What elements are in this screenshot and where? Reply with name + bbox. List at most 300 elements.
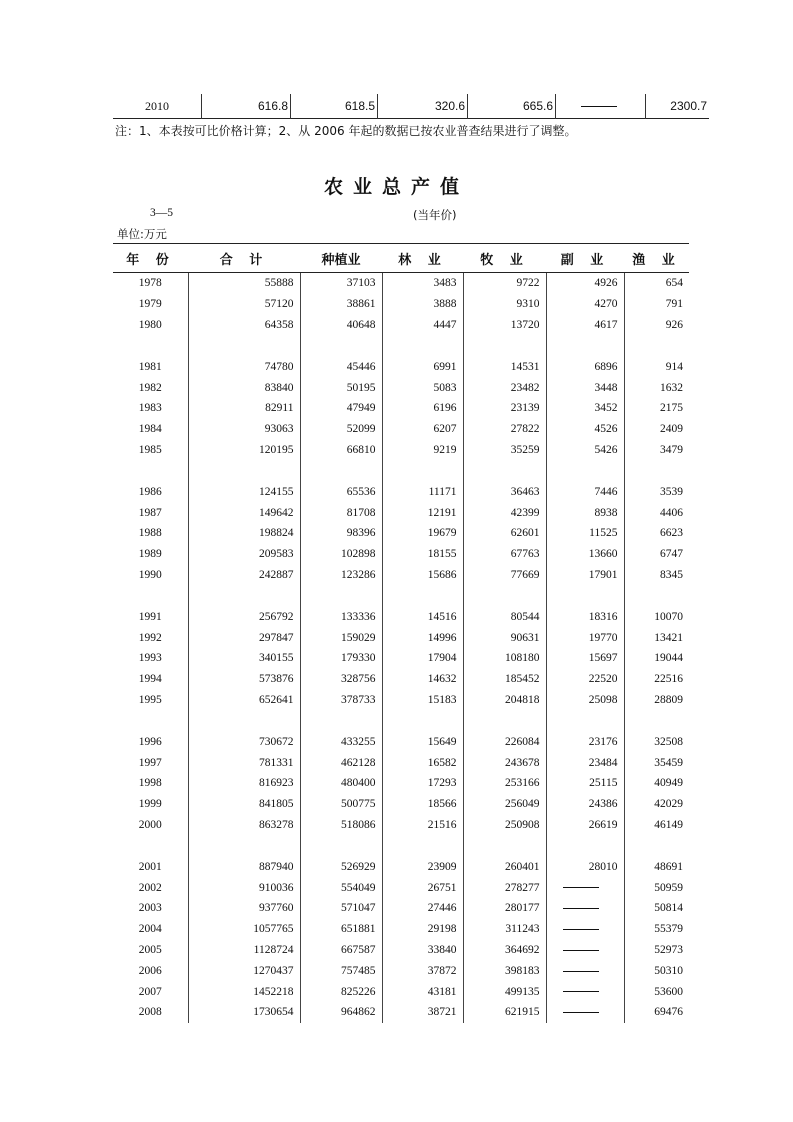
value-cell: 320.6 [378,94,468,119]
forestry-cell: 3888 [382,294,463,315]
year-cell: 1999 [138,798,162,811]
forestry-cell: 11171 [382,481,463,502]
year-cell: 2003 [138,902,162,915]
total-cell: 863278 [188,815,300,836]
dash-mark [563,950,599,951]
table-row [113,815,689,836]
empty-cell [546,460,624,481]
forestry-cell: 19679 [382,523,463,544]
forestry-cell: 18155 [382,544,463,565]
fishery-cell: 8345 [624,565,689,586]
value-cell: 2300.7 [646,94,710,119]
livestock-cell: 9310 [463,294,546,315]
sideline-cell: 15697 [546,648,624,669]
crop-cell: 757485 [300,960,382,981]
forestry-cell: 43181 [382,981,463,1002]
table-note: 注：1、本表按可比价格计算；2、从 2006 年起的数据已按农业普查结果进行了调整。 [115,124,577,138]
empty-cell [546,585,624,606]
header-row [113,244,689,273]
total-cell: 781331 [188,752,300,773]
previous-table-last-row [113,94,709,119]
empty-cell [624,335,689,356]
total-cell: 340155 [188,648,300,669]
total-cell: 55888 [188,273,300,294]
unit-label: 单位:万元 [117,227,167,241]
forestry-cell: 27446 [382,898,463,919]
total-cell: 1452218 [188,981,300,1002]
crop-cell: 47949 [300,398,382,419]
livestock-cell: 243678 [463,752,546,773]
year-cell: 1990 [138,568,162,581]
year-cell: 1984 [138,423,162,436]
forestry-cell: 37872 [382,960,463,981]
fishery-cell: 13421 [624,627,689,648]
year-cell: 1979 [138,298,162,311]
sideline-cell: 4526 [546,419,624,440]
table-row [113,565,689,586]
forestry-cell: 17293 [382,773,463,794]
sideline-cell: 25115 [546,773,624,794]
header-year: 年 份 [113,244,188,273]
table-row [113,398,689,419]
total-cell: 83840 [188,377,300,398]
year-cell: 2008 [138,1006,162,1019]
sideline-cell: 22520 [546,669,624,690]
sideline-cell [546,960,624,981]
empty-cell [382,835,463,856]
forestry-cell: 14516 [382,606,463,627]
empty-cell [624,835,689,856]
empty-cell [382,460,463,481]
crop-cell: 526929 [300,856,382,877]
fishery-cell: 40949 [624,773,689,794]
empty-cell [382,335,463,356]
total-cell: 124155 [188,481,300,502]
livestock-cell: 364692 [463,940,546,961]
forestry-cell: 21516 [382,815,463,836]
year-cell: 1995 [138,693,162,706]
year-cell: 2005 [138,943,162,956]
sideline-cell: 28010 [546,856,624,877]
fishery-cell: 55379 [624,919,689,940]
livestock-cell: 260401 [463,856,546,877]
total-cell: 816923 [188,773,300,794]
livestock-cell: 280177 [463,898,546,919]
value-cell: 616.8 [202,94,291,119]
table-row [113,523,689,544]
spacer-row [113,835,689,856]
forestry-cell: 4447 [382,315,463,336]
table-row [113,648,689,669]
forestry-cell: 38721 [382,1002,463,1023]
total-cell: 1730654 [188,1002,300,1023]
sideline-cell [546,898,624,919]
header-fishery: 渔 业 [624,244,689,273]
fishery-cell: 46149 [624,815,689,836]
total-cell: 841805 [188,794,300,815]
crop-cell: 159029 [300,627,382,648]
sideline-cell: 11525 [546,523,624,544]
forestry-cell: 15649 [382,731,463,752]
empty-cell [546,710,624,731]
livestock-cell: 621915 [463,1002,546,1023]
empty-cell [463,835,546,856]
sideline-cell [546,877,624,898]
dash-mark [581,106,617,107]
livestock-cell: 398183 [463,960,546,981]
sideline-cell [546,940,624,961]
livestock-cell: 278277 [463,877,546,898]
year-cell: 1985 [138,443,162,456]
year-cell: 1981 [138,360,162,373]
year-cell: 1986 [138,485,162,498]
sideline-cell: 19770 [546,627,624,648]
fishery-cell: 19044 [624,648,689,669]
forestry-cell: 14632 [382,669,463,690]
year-cell: 2010 [145,98,169,113]
empty-cell [113,335,188,356]
livestock-cell: 23482 [463,377,546,398]
year-cell: 1998 [138,777,162,790]
sideline-cell: 4270 [546,294,624,315]
fishery-cell: 2409 [624,419,689,440]
table-row [113,731,689,752]
empty-cell [113,460,188,481]
total-cell: 82911 [188,398,300,419]
livestock-cell: 185452 [463,669,546,690]
sideline-cell [546,981,624,1002]
livestock-cell: 23139 [463,398,546,419]
crop-cell: 38861 [300,294,382,315]
table-row [113,877,689,898]
table-row [113,377,689,398]
forestry-cell: 5083 [382,377,463,398]
total-cell: 198824 [188,523,300,544]
sideline-cell: 25098 [546,690,624,711]
fishery-cell: 69476 [624,1002,689,1023]
table-row [113,315,689,336]
table-row [113,627,689,648]
fishery-cell: 35459 [624,752,689,773]
crop-cell: 480400 [300,773,382,794]
value-cell: 665.6 [468,94,556,119]
fishery-cell: 654 [624,273,689,294]
dash-mark [563,887,599,888]
crop-cell: 554049 [300,877,382,898]
livestock-cell: 108180 [463,648,546,669]
empty-cell [382,710,463,731]
empty-cell [300,835,382,856]
price-basis: (当年价) [413,208,457,222]
forestry-cell: 6196 [382,398,463,419]
empty-cell [624,460,689,481]
livestock-cell: 35259 [463,440,546,461]
spacer-row [113,460,689,481]
table-row [113,481,689,502]
livestock-cell: 27822 [463,419,546,440]
livestock-cell: 250908 [463,815,546,836]
table-row [113,440,689,461]
total-cell: 937760 [188,898,300,919]
table-row [113,606,689,627]
table-row [113,669,689,690]
total-cell: 1057765 [188,919,300,940]
forestry-cell: 12191 [382,502,463,523]
table-row [113,794,689,815]
crop-cell: 667587 [300,940,382,961]
sideline-cell: 17901 [546,565,624,586]
forestry-cell: 14996 [382,627,463,648]
year-cell: 1993 [138,652,162,665]
crop-cell: 81708 [300,502,382,523]
total-cell: 256792 [188,606,300,627]
empty-cell [188,460,300,481]
sideline-cell: 8938 [546,502,624,523]
fishery-cell: 914 [624,356,689,377]
dash-mark [563,929,599,930]
header-total: 合 计 [188,244,300,273]
empty-cell [113,710,188,731]
year-cell: 1989 [138,548,162,561]
fishery-cell: 50814 [624,898,689,919]
forestry-cell: 3483 [382,273,463,294]
total-cell: 209583 [188,544,300,565]
fishery-cell: 3479 [624,440,689,461]
year-cell: 1994 [138,673,162,686]
empty-cell [300,335,382,356]
fishery-cell: 791 [624,294,689,315]
sideline-cell: 5426 [546,440,624,461]
crop-cell: 433255 [300,731,382,752]
forestry-cell: 9219 [382,440,463,461]
livestock-cell: 67763 [463,544,546,565]
empty-cell [113,585,188,606]
table-row [113,752,689,773]
livestock-cell: 42399 [463,502,546,523]
empty-cell [300,710,382,731]
spacer-row [113,585,689,606]
header-livestock: 牧 业 [463,244,546,273]
year-cell: 1983 [138,402,162,415]
total-cell: 120195 [188,440,300,461]
table-row [113,690,689,711]
value-cell: 618.5 [291,94,378,119]
forestry-cell: 18566 [382,794,463,815]
fishery-cell: 4406 [624,502,689,523]
crop-cell: 98396 [300,523,382,544]
table-row [113,544,689,565]
crop-cell: 500775 [300,794,382,815]
crop-cell: 123286 [300,565,382,586]
livestock-cell: 80544 [463,606,546,627]
year-cell: 2002 [138,881,162,894]
total-cell: 1128724 [188,940,300,961]
total-cell: 887940 [188,856,300,877]
empty-cell [113,835,188,856]
empty-cell [188,710,300,731]
forestry-cell: 16582 [382,752,463,773]
table-row [113,502,689,523]
livestock-cell: 9722 [463,273,546,294]
crop-cell: 40648 [300,315,382,336]
table-body [113,273,689,1023]
crop-cell: 66810 [300,440,382,461]
fishery-cell: 22516 [624,669,689,690]
year-cell: 1991 [138,610,162,623]
empty-cell [300,460,382,481]
dash-mark [563,991,599,992]
total-cell: 652641 [188,690,300,711]
empty-cell [463,460,546,481]
total-cell: 57120 [188,294,300,315]
livestock-cell: 36463 [463,481,546,502]
crop-cell: 825226 [300,981,382,1002]
forestry-cell: 6991 [382,356,463,377]
total-cell: 1270437 [188,960,300,981]
sideline-cell: 18316 [546,606,624,627]
year-cell: 1978 [138,277,162,290]
empty-cell [463,585,546,606]
header-crop: 种植业 [300,244,382,273]
sideline-cell: 6896 [546,356,624,377]
empty-cell [624,585,689,606]
livestock-cell: 13720 [463,315,546,336]
crop-cell: 179330 [300,648,382,669]
empty-cell [624,710,689,731]
total-cell: 74780 [188,356,300,377]
year-cell: 1996 [138,735,162,748]
empty-cell [463,710,546,731]
year-cell: 1980 [138,318,162,331]
livestock-cell: 62601 [463,523,546,544]
table-row [113,940,689,961]
forestry-cell: 23909 [382,856,463,877]
crop-cell: 45446 [300,356,382,377]
year-cell: 2001 [138,860,162,873]
year-cell: 2007 [138,985,162,998]
crop-cell: 651881 [300,919,382,940]
year-cell: 1992 [138,631,162,644]
dash-mark [563,1012,599,1013]
fishery-cell: 6747 [624,544,689,565]
sideline-cell: 23176 [546,731,624,752]
agriculture-output-table [113,243,689,1023]
sideline-cell: 13660 [546,544,624,565]
crop-cell: 102898 [300,544,382,565]
fishery-cell: 53600 [624,981,689,1002]
fishery-cell: 48691 [624,856,689,877]
fishery-cell: 42029 [624,794,689,815]
empty-cell [546,335,624,356]
fishery-cell: 32508 [624,731,689,752]
dash-mark [563,971,599,972]
crop-cell: 328756 [300,669,382,690]
livestock-cell: 204818 [463,690,546,711]
crop-cell: 52099 [300,419,382,440]
table-row [113,919,689,940]
crop-cell: 571047 [300,898,382,919]
header-sideline: 副 业 [546,244,624,273]
year-cell: 2006 [138,964,162,977]
total-cell: 93063 [188,419,300,440]
total-cell: 149642 [188,502,300,523]
forestry-cell: 33840 [382,940,463,961]
table-row [113,356,689,377]
sideline-cell: 26619 [546,815,624,836]
empty-cell [463,335,546,356]
total-cell: 573876 [188,669,300,690]
table-row [113,960,689,981]
empty-cell [546,835,624,856]
crop-cell: 378733 [300,690,382,711]
table-row [113,419,689,440]
table-row [113,773,689,794]
forestry-cell: 17904 [382,648,463,669]
fishery-cell: 10070 [624,606,689,627]
dash-mark [563,908,599,909]
total-cell: 242887 [188,565,300,586]
total-cell: 64358 [188,315,300,336]
livestock-cell: 311243 [463,919,546,940]
fishery-cell: 3539 [624,481,689,502]
crop-cell: 133336 [300,606,382,627]
fishery-cell: 50959 [624,877,689,898]
fishery-cell: 1632 [624,377,689,398]
table-row [113,981,689,1002]
fishery-cell: 28809 [624,690,689,711]
spacer-row [113,710,689,731]
sideline-cell: 3448 [546,377,624,398]
year-cell: 2000 [138,818,162,831]
livestock-cell: 499135 [463,981,546,1002]
header-forestry: 林 业 [382,244,463,273]
sideline-cell: 23484 [546,752,624,773]
forestry-cell: 15686 [382,565,463,586]
livestock-cell: 14531 [463,356,546,377]
table-row [113,856,689,877]
table-row [113,294,689,315]
sideline-cell: 24386 [546,794,624,815]
table-number: 3—5 [150,207,173,219]
crop-cell: 37103 [300,273,382,294]
crop-cell: 462128 [300,752,382,773]
total-cell: 910036 [188,877,300,898]
empty-cell [188,585,300,606]
crop-cell: 50195 [300,377,382,398]
forestry-cell: 6207 [382,419,463,440]
year-cell: 1982 [138,381,162,394]
crop-cell: 964862 [300,1002,382,1023]
table-row [113,94,709,119]
table-row [113,273,689,294]
livestock-cell: 77669 [463,565,546,586]
livestock-cell: 90631 [463,627,546,648]
livestock-cell: 226084 [463,731,546,752]
total-cell: 730672 [188,731,300,752]
livestock-cell: 256049 [463,794,546,815]
total-cell: 297847 [188,627,300,648]
fishery-cell: 926 [624,315,689,336]
forestry-cell: 26751 [382,877,463,898]
empty-cell [188,335,300,356]
crop-cell: 65536 [300,481,382,502]
fishery-cell: 52973 [624,940,689,961]
year-cell: 1988 [138,527,162,540]
spacer-row [113,335,689,356]
empty-cell [382,585,463,606]
sideline-cell [546,1002,624,1023]
sideline-cell: 7446 [546,481,624,502]
